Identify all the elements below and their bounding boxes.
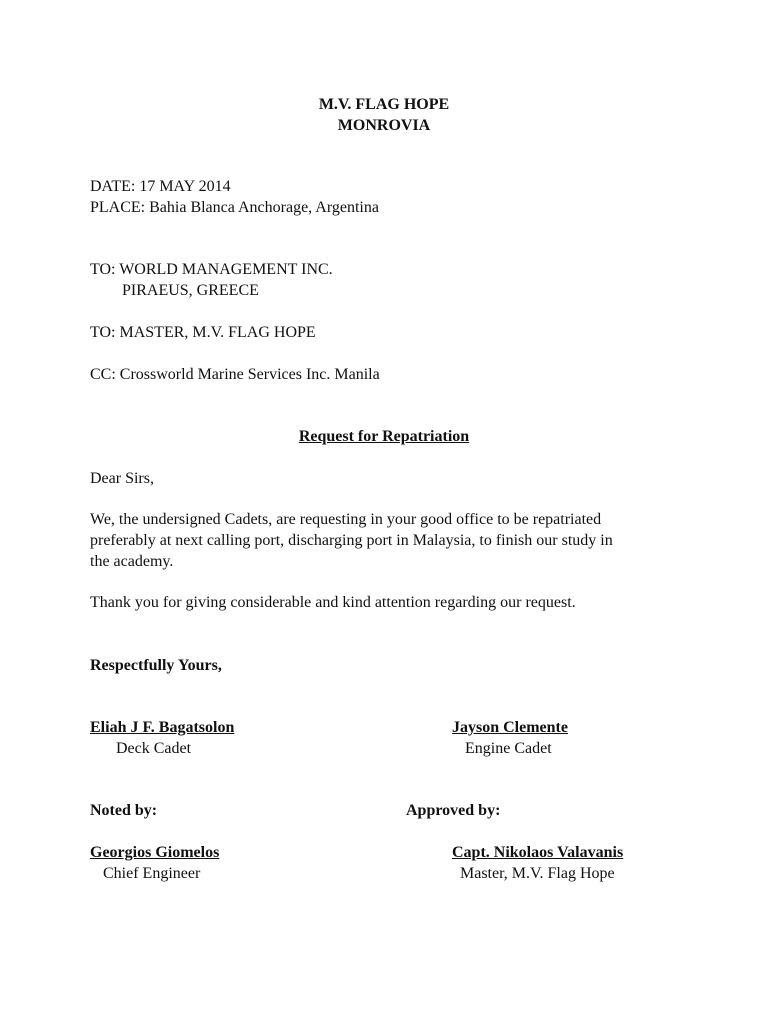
letter-place: PLACE: Bahia Blanca Anchorage, Argentina: [90, 199, 379, 216]
vessel-port: MONROVIA: [337, 117, 431, 134]
body-paragraph-1-line-3: the academy.: [90, 553, 174, 570]
subject-heading: Request for Repatriation: [298, 428, 470, 445]
cadet-2-role: Engine Cadet: [465, 740, 552, 757]
recipient-1-line-2: PIRAEUS, GREECE: [122, 282, 259, 299]
cadet-1-role: Deck Cadet: [116, 740, 192, 757]
body-paragraph-2: Thank you for giving considerable and kind attention regarding our request.: [90, 594, 576, 611]
cadet-2-name: Jayson Clemente: [452, 719, 568, 736]
cc-line: CC: Crossworld Marine Services Inc. Manila: [90, 366, 380, 383]
salutation: Dear Sirs,: [90, 470, 154, 487]
body-paragraph-1-line-2: preferably at next calling port, discharging port in Malaysia, to finish our study in: [90, 532, 613, 549]
noted-by-role: Chief Engineer: [103, 865, 201, 882]
recipient-2: TO: MASTER, M.V. FLAG HOPE: [90, 324, 316, 341]
cadet-1-name: Eliah J F. Bagatsolon: [90, 719, 235, 736]
recipient-1-line-1: TO: WORLD MANAGEMENT INC.: [90, 261, 333, 278]
noted-by-label: Noted by:: [90, 802, 158, 819]
approved-by-name: Capt. Nikolaos Valavanis: [452, 844, 624, 861]
noted-by-name: Georgios Giomelos: [90, 844, 220, 861]
approved-by-role: Master, M.V. Flag Hope: [460, 865, 615, 882]
body-paragraph-1-line-1: We, the undersigned Cadets, are requesting in your good office to be repatriated: [90, 511, 602, 528]
letter-date: DATE: 17 MAY 2014: [90, 178, 231, 195]
vessel-name: M.V. FLAG HOPE: [318, 96, 450, 113]
closing: Respectfully Yours,: [90, 657, 222, 674]
approved-by-label: Approved by:: [406, 802, 501, 819]
